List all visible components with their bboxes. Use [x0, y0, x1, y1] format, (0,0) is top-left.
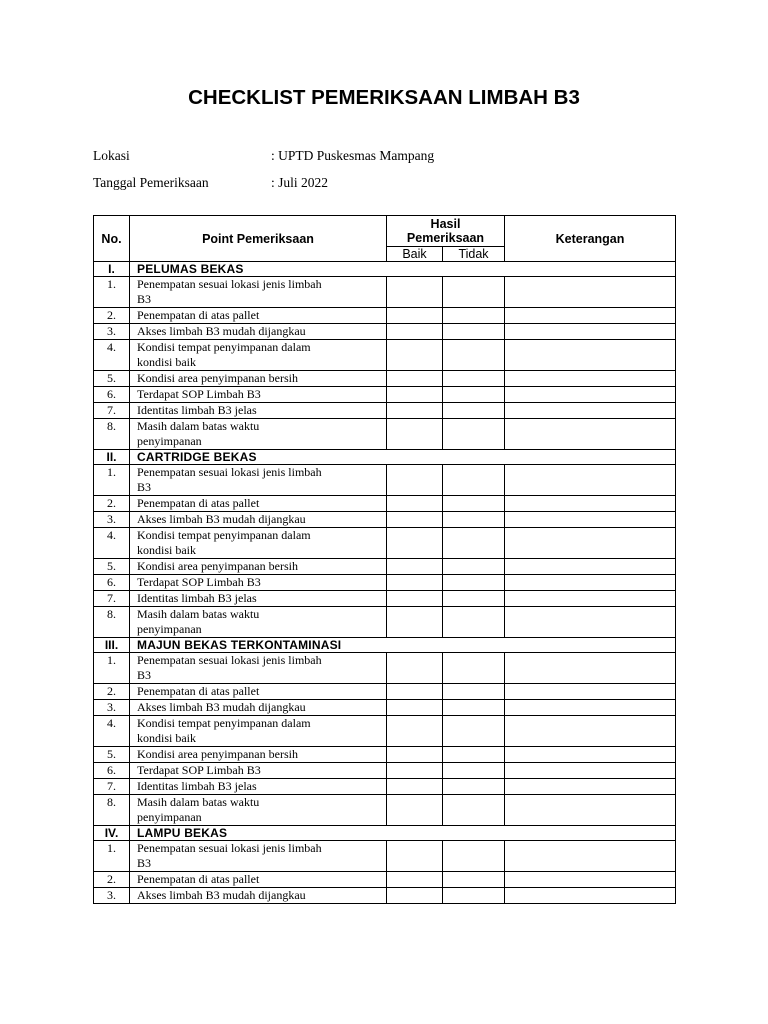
table-row — [94, 575, 676, 591]
keterangan-cell[interactable] — [505, 716, 676, 747]
baik-cell[interactable] — [387, 371, 443, 387]
baik-cell[interactable] — [387, 591, 443, 607]
table-row — [94, 841, 676, 872]
keterangan-cell[interactable] — [505, 779, 676, 795]
table-row — [94, 512, 676, 528]
tidak-cell[interactable] — [443, 308, 505, 324]
item-text: Terdapat SOP Limbah B3 — [130, 575, 387, 591]
keterangan-cell[interactable] — [505, 340, 676, 371]
section-numeral: I. — [94, 262, 130, 277]
item-text: Identitas limbah B3 jelas — [130, 591, 387, 607]
section-row — [94, 638, 676, 653]
table-row — [94, 528, 676, 559]
tidak-cell[interactable] — [443, 591, 505, 607]
tidak-cell[interactable] — [443, 575, 505, 591]
item-number: 1. — [94, 465, 130, 496]
item-number: 7. — [94, 403, 130, 419]
item-text: Penempatan sesuai lokasi jenis limbah B3 — [130, 841, 387, 872]
tidak-cell[interactable] — [443, 795, 505, 826]
tidak-cell[interactable] — [443, 872, 505, 888]
item-number: 4. — [94, 528, 130, 559]
baik-cell[interactable] — [387, 387, 443, 403]
item-text: Kondisi area penyimpanan bersih — [130, 747, 387, 763]
keterangan-cell[interactable] — [505, 841, 676, 872]
table-row — [94, 747, 676, 763]
header-hasil: Hasil Pemeriksaan — [387, 216, 505, 247]
section-numeral: IV. — [94, 826, 130, 841]
item-number: 3. — [94, 512, 130, 528]
baik-cell[interactable] — [387, 795, 443, 826]
baik-cell[interactable] — [387, 559, 443, 575]
tidak-cell[interactable] — [443, 324, 505, 340]
baik-cell[interactable] — [387, 716, 443, 747]
keterangan-cell[interactable] — [505, 763, 676, 779]
item-number: 2. — [94, 496, 130, 512]
table-row — [94, 795, 676, 826]
item-number: 1. — [94, 277, 130, 308]
tidak-cell[interactable] — [443, 747, 505, 763]
tidak-cell[interactable] — [443, 340, 505, 371]
item-number: 5. — [94, 747, 130, 763]
keterangan-cell[interactable] — [505, 496, 676, 512]
tidak-cell[interactable] — [443, 528, 505, 559]
item-text: Masih dalam batas waktu penyimpanan — [130, 795, 387, 826]
item-number: 5. — [94, 371, 130, 387]
keterangan-cell[interactable] — [505, 591, 676, 607]
baik-cell[interactable] — [387, 324, 443, 340]
keterangan-cell[interactable] — [505, 371, 676, 387]
table-row — [94, 387, 676, 403]
item-text: Penempatan di atas pallet — [130, 308, 387, 324]
table-row — [94, 607, 676, 638]
table-row — [94, 465, 676, 496]
tidak-cell[interactable] — [443, 653, 505, 684]
section-row — [94, 262, 676, 277]
keterangan-cell[interactable] — [505, 403, 676, 419]
table-row — [94, 591, 676, 607]
item-number: 8. — [94, 607, 130, 638]
baik-cell[interactable] — [387, 763, 443, 779]
tidak-cell[interactable] — [443, 888, 505, 904]
item-text: Kondisi tempat penyimpanan dalam kondisi baik — [130, 340, 387, 371]
keterangan-cell[interactable] — [505, 559, 676, 575]
item-text: Penempatan sesuai lokasi jenis limbah B3 — [130, 653, 387, 684]
tanggal-value: : Juli 2022 — [271, 175, 329, 190]
item-text: Akses limbah B3 mudah dijangkau — [130, 512, 387, 528]
baik-cell[interactable] — [387, 700, 443, 716]
tidak-cell[interactable] — [443, 277, 505, 308]
item-text: Identitas limbah B3 jelas — [130, 403, 387, 419]
item-number: 2. — [94, 684, 130, 700]
item-text: Penempatan di atas pallet — [130, 872, 387, 888]
header-no: No. — [94, 216, 130, 262]
table-row — [94, 277, 676, 308]
section-row — [94, 450, 676, 465]
baik-cell[interactable] — [387, 779, 443, 795]
item-text: Kondisi tempat penyimpanan dalam kondisi baik — [130, 528, 387, 559]
item-number: 1. — [94, 841, 130, 872]
item-number: 2. — [94, 308, 130, 324]
item-text: Akses limbah B3 mudah dijangkau — [130, 888, 387, 904]
keterangan-cell[interactable] — [505, 387, 676, 403]
tidak-cell[interactable] — [443, 403, 505, 419]
table-row — [94, 559, 676, 575]
item-number: 6. — [94, 575, 130, 591]
tidak-cell[interactable] — [443, 763, 505, 779]
checklist-table — [93, 215, 676, 904]
tidak-cell[interactable] — [443, 496, 505, 512]
table-row — [94, 324, 676, 340]
keterangan-cell[interactable] — [505, 747, 676, 763]
keterangan-cell[interactable] — [505, 888, 676, 904]
item-text: Terdapat SOP Limbah B3 — [130, 763, 387, 779]
baik-cell[interactable] — [387, 684, 443, 700]
lokasi-label: Lokasi — [93, 148, 130, 163]
keterangan-cell[interactable] — [505, 700, 676, 716]
baik-cell[interactable] — [387, 872, 443, 888]
keterangan-cell[interactable] — [505, 324, 676, 340]
baik-cell[interactable] — [387, 277, 443, 308]
section-numeral: III. — [94, 638, 130, 653]
header-baik: Baik — [387, 247, 443, 262]
header-point: Point Pemeriksaan — [130, 216, 387, 262]
keterangan-cell[interactable] — [505, 653, 676, 684]
tidak-cell[interactable] — [443, 607, 505, 638]
lokasi-value: : UPTD Puskesmas Mampang — [271, 148, 435, 163]
keterangan-cell[interactable] — [505, 607, 676, 638]
item-number: 6. — [94, 763, 130, 779]
item-text: Penempatan sesuai lokasi jenis limbah B3 — [130, 465, 387, 496]
item-text: Kondisi area penyimpanan bersih — [130, 559, 387, 575]
table-row — [94, 888, 676, 904]
keterangan-cell[interactable] — [505, 512, 676, 528]
section-name: MAJUN BEKAS TERKONTAMINASI — [130, 638, 676, 653]
tidak-cell[interactable] — [443, 465, 505, 496]
item-text: Akses limbah B3 mudah dijangkau — [130, 700, 387, 716]
baik-cell[interactable] — [387, 403, 443, 419]
page-title: CHECKLIST PEMERIKSAAN LIMBAH B3 — [188, 86, 580, 109]
baik-cell[interactable] — [387, 465, 443, 496]
checklist-body — [94, 262, 676, 904]
item-number: 7. — [94, 779, 130, 795]
item-number: 4. — [94, 716, 130, 747]
tidak-cell[interactable] — [443, 512, 505, 528]
baik-cell[interactable] — [387, 653, 443, 684]
baik-cell[interactable] — [387, 888, 443, 904]
item-number: 1. — [94, 653, 130, 684]
tidak-cell[interactable] — [443, 371, 505, 387]
item-number: 5. — [94, 559, 130, 575]
baik-cell[interactable] — [387, 496, 443, 512]
tidak-cell[interactable] — [443, 684, 505, 700]
item-number: 2. — [94, 872, 130, 888]
tidak-cell[interactable] — [443, 559, 505, 575]
item-text: Kondisi tempat penyimpanan dalam kondisi baik — [130, 716, 387, 747]
table-row — [94, 403, 676, 419]
tidak-cell[interactable] — [443, 841, 505, 872]
baik-cell[interactable] — [387, 340, 443, 371]
keterangan-cell[interactable] — [505, 419, 676, 450]
item-number: 7. — [94, 591, 130, 607]
keterangan-cell[interactable] — [505, 684, 676, 700]
baik-cell[interactable] — [387, 512, 443, 528]
table-row — [94, 371, 676, 387]
table-row — [94, 779, 676, 795]
item-text: Penempatan di atas pallet — [130, 496, 387, 512]
table-row — [94, 496, 676, 512]
keterangan-cell[interactable] — [505, 308, 676, 324]
keterangan-cell[interactable] — [505, 277, 676, 308]
keterangan-cell[interactable] — [505, 465, 676, 496]
item-text: Terdapat SOP Limbah B3 — [130, 387, 387, 403]
baik-cell[interactable] — [387, 841, 443, 872]
item-text: Penempatan di atas pallet — [130, 684, 387, 700]
table-row — [94, 716, 676, 747]
header-tidak: Tidak — [443, 247, 505, 262]
baik-cell[interactable] — [387, 419, 443, 450]
tidak-cell[interactable] — [443, 419, 505, 450]
item-number: 8. — [94, 419, 130, 450]
baik-cell[interactable] — [387, 308, 443, 324]
item-text: Masih dalam batas waktu penyimpanan — [130, 419, 387, 450]
table-row — [94, 308, 676, 324]
item-text: Identitas limbah B3 jelas — [130, 779, 387, 795]
keterangan-cell[interactable] — [505, 528, 676, 559]
tidak-cell[interactable] — [443, 716, 505, 747]
table-row — [94, 872, 676, 888]
item-text: Masih dalam batas waktu penyimpanan — [130, 607, 387, 638]
section-name: LAMPU BEKAS — [130, 826, 676, 841]
item-number: 3. — [94, 888, 130, 904]
item-number: 4. — [94, 340, 130, 371]
section-name: CARTRIDGE BEKAS — [130, 450, 676, 465]
item-number: 3. — [94, 700, 130, 716]
tidak-cell[interactable] — [443, 779, 505, 795]
table-row — [94, 684, 676, 700]
baik-cell[interactable] — [387, 528, 443, 559]
item-text: Kondisi area penyimpanan bersih — [130, 371, 387, 387]
keterangan-cell[interactable] — [505, 575, 676, 591]
table-row — [94, 763, 676, 779]
item-number: 6. — [94, 387, 130, 403]
baik-cell[interactable] — [387, 747, 443, 763]
item-text: Penempatan sesuai lokasi jenis limbah B3 — [130, 277, 387, 308]
baik-cell[interactable] — [387, 607, 443, 638]
tanggal-label: Tanggal Pemeriksaan — [93, 175, 209, 190]
table-row — [94, 653, 676, 684]
keterangan-cell[interactable] — [505, 795, 676, 826]
keterangan-cell[interactable] — [505, 872, 676, 888]
tidak-cell[interactable] — [443, 700, 505, 716]
table-row — [94, 340, 676, 371]
header-keterangan: Keterangan — [505, 216, 676, 262]
item-number: 8. — [94, 795, 130, 826]
section-numeral: II. — [94, 450, 130, 465]
baik-cell[interactable] — [387, 575, 443, 591]
table-row — [94, 700, 676, 716]
item-text: Akses limbah B3 mudah dijangkau — [130, 324, 387, 340]
table-row — [94, 419, 676, 450]
tidak-cell[interactable] — [443, 387, 505, 403]
item-number: 3. — [94, 324, 130, 340]
section-name: PELUMAS BEKAS — [130, 262, 676, 277]
section-row — [94, 826, 676, 841]
